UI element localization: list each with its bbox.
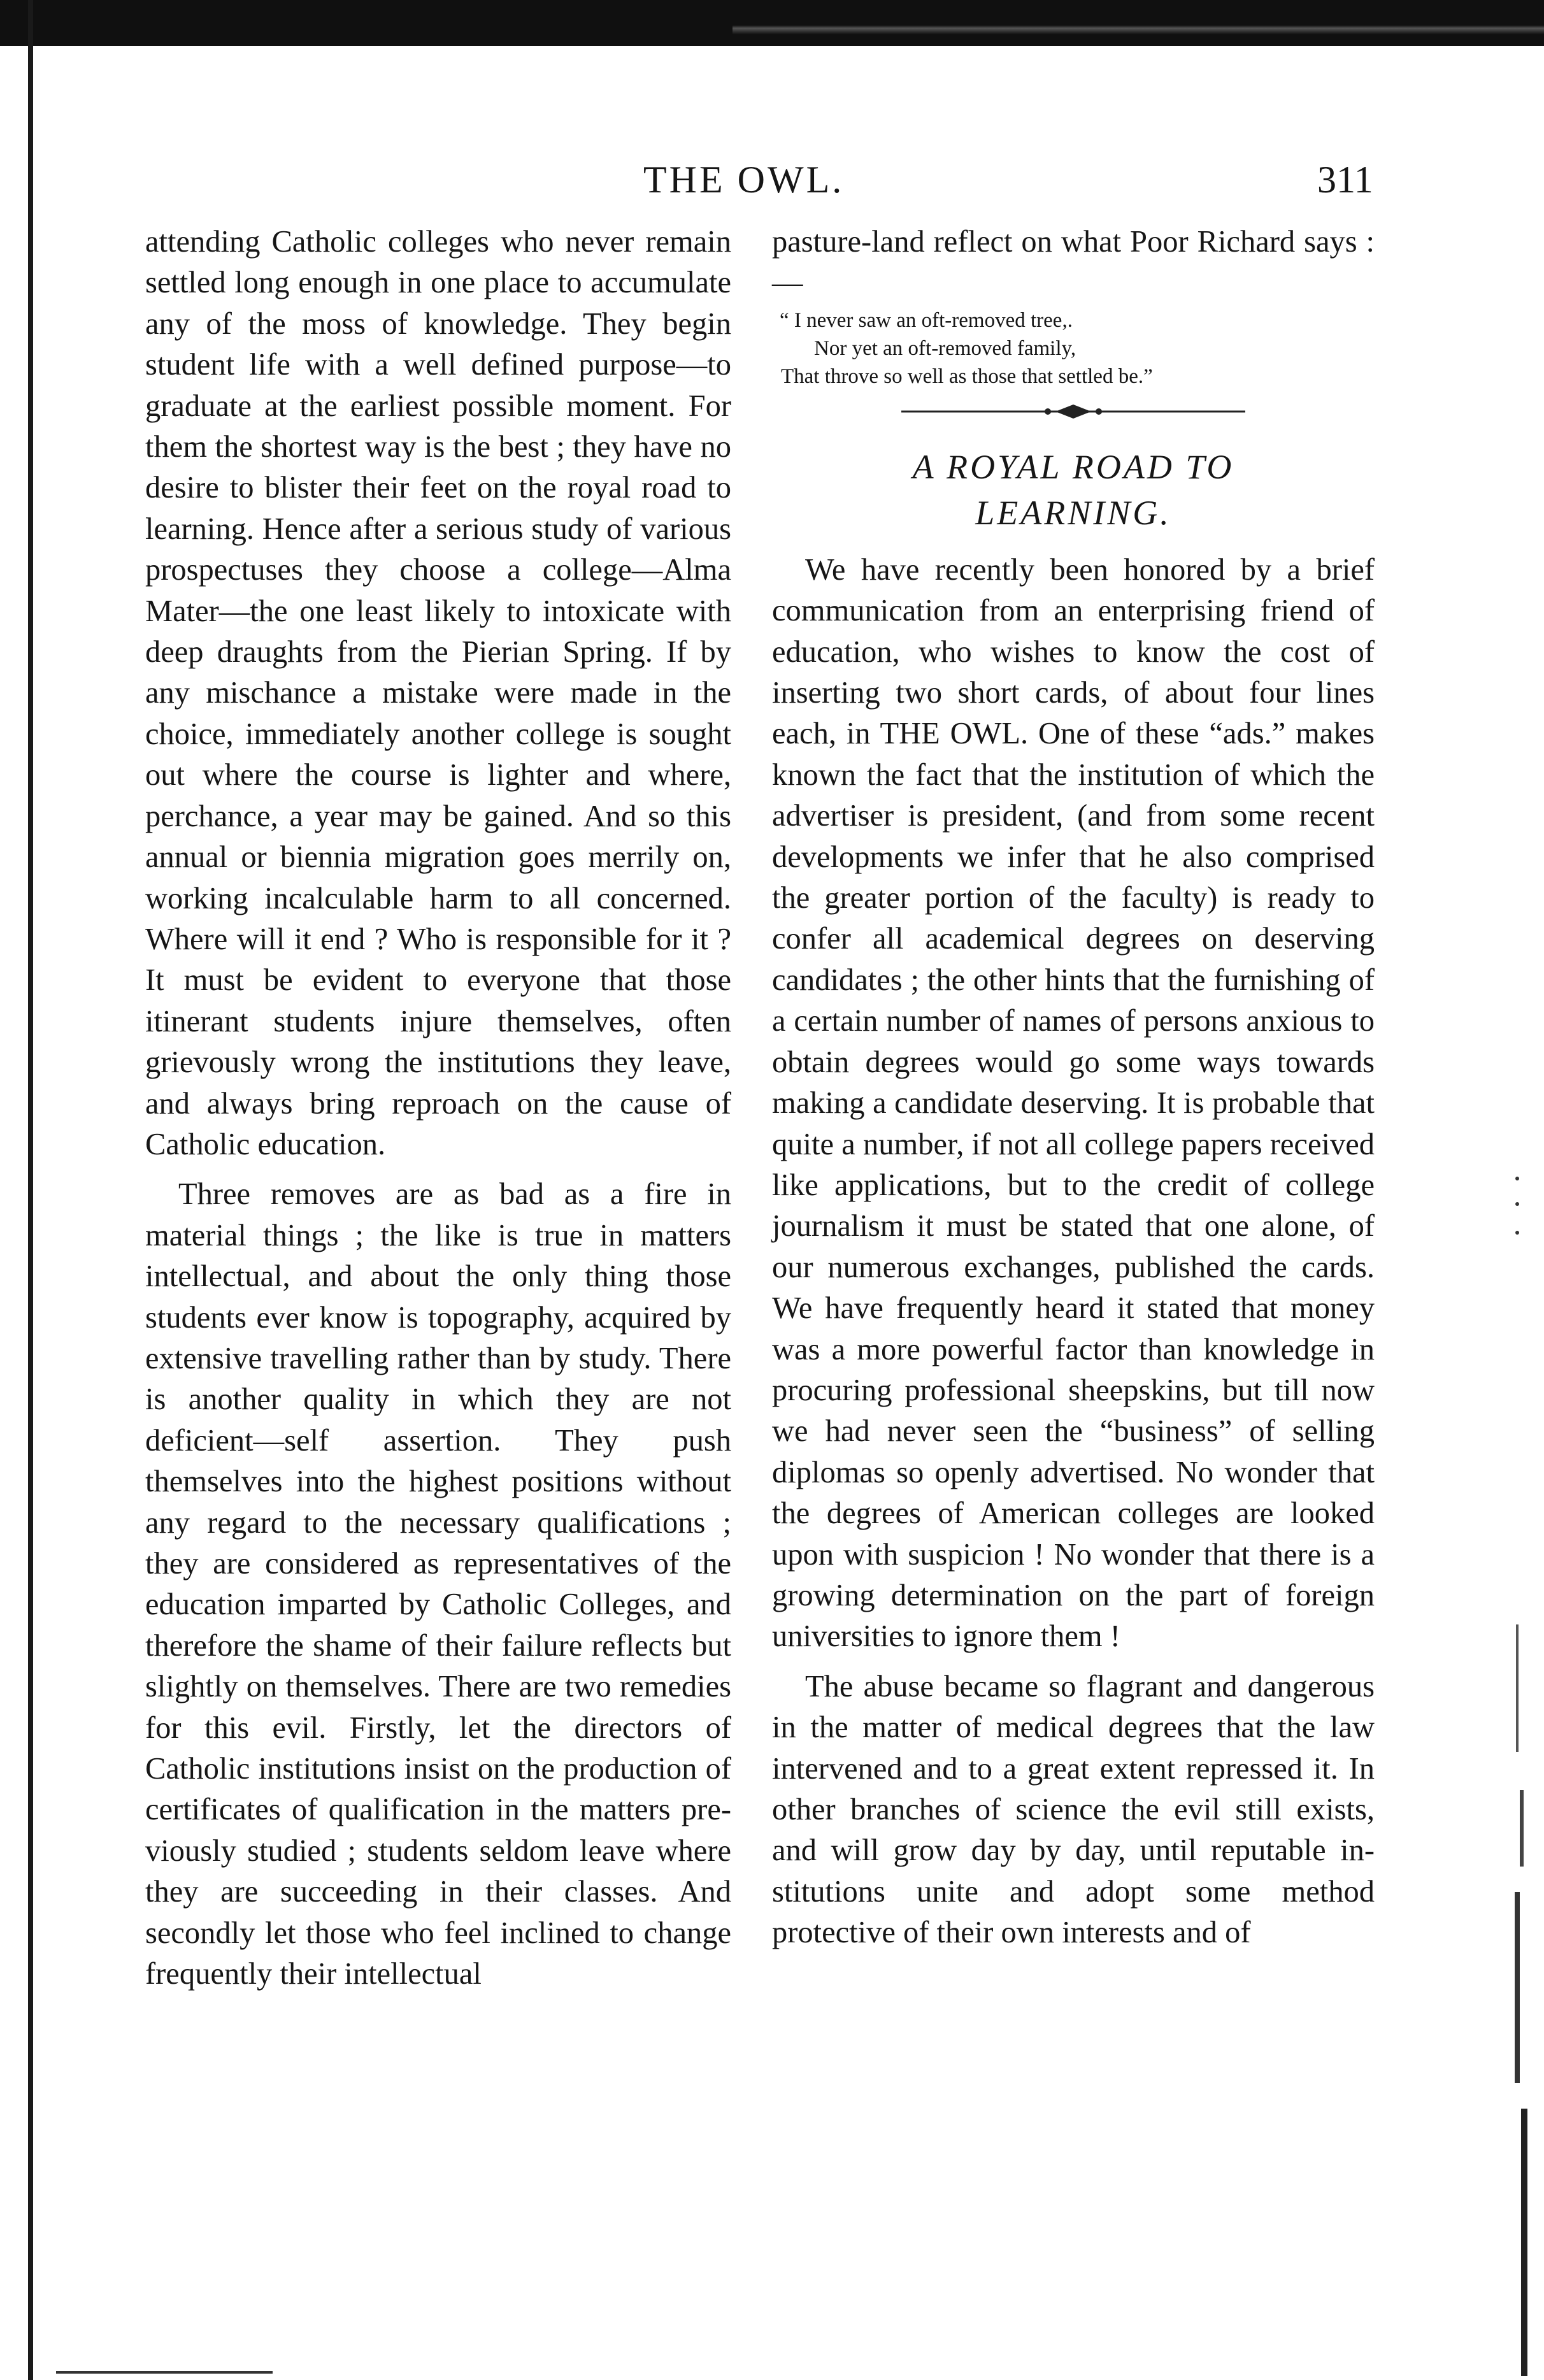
left-paragraph-1: attending Catholic colleges who never remain settled long enough in one place to accumulate any of the moss of knowledge. They begin student life with a well defined purpose—to graduate at the earliest possible moment. For them the shortest way is the best ; they have no desire to blister their feet on the royal road to learning. Hence after a serious study of various prospectuses they choose a college—Alma Mater—the one least likely to intoxicate with deep draughts from the Pierian Spring. If by any mischance a mistake were made in the choice, immediately another college is sought out where the course is lighter and where, perchance, a year may be gained. And so this annual or biennia migration goes merrily on, working incalculable harm to all concerned. Where will it end ? Who is responsible for it ? It must be evident to everyone that those itinerant students injure themselves, often grievously wrong the institutions they leave, and always bring reproach on the cause of Catholic education. [145,225,731,1161]
left-paragraph-2: Three removes are as bad as a fire in material things ; the like is true in matters intellectual, and about the only thing those students ever know is topography, acquired by extensive travelling rather than by study. There is another quality in which they are not deficient—self assertion. They push themselves into the highest positions without any regard to the necessary qualifications ; they are considered as representatives of the education imparted by Catholic Colleges, and therefore the shame of their failure reflects but slightly on themselves. There are two remedies for this evil. Firstly, let the directors of Catholic institutions insist on the production of certificates of qualification in the matters previously studied ; students seldom leave where they are succeeding in their classes. And secondly let those who feel inclined to change frequently their intellectual [145,1177,731,1991]
quote-line-2: Nor yet an oft-removed family, [814,336,1076,360]
poor-richard-quote [772,306,1375,391]
running-title: THE OWL. [643,159,845,201]
quote-line-3: That throve so well as those that settled be.” [781,364,1153,388]
margin-speckle-icon [1511,1172,1524,1249]
right-column [772,222,1375,1954]
section-title-line-2: LEARNING. [975,493,1171,532]
bottom-left-rule [56,2371,273,2374]
section-divider-ornament-icon [901,402,1245,421]
binding-edge-marks-icon [1507,1624,1533,2380]
section-title-line-1: A ROYAL ROAD TO [912,447,1234,486]
page-header [0,158,1544,209]
right-paragraph-1: We have recently been honored by a brief communication from an enterprising friend of education, who wishes to know the cost of inserting two short cards, of about four lines each, in THE OWL. One of these “ads.” makes known the fact that the institution of which the advertiser is president, (and from some recent developments we infer that he also comprised the greater portion of the faculty) is ready to confer all academical degrees on deserving candidates ; the other hints that the furnishing of a certain number of names of persons anxious to obtain degrees would go some ways towards making a candidate deserving. It is probable that quite a number, if not all college papers received like applications, but to the credit of college journalism it must be stated that one alone, of our numerous exchanges, published the cards. We have frequently heard it stated that money was a more powerful factor than knowledge in procuring professional sheepskins, but till now we had never seen the “business” of selling diplomas so openly advertised. No wonder that the degrees of American colleges are looked upon with suspicion ! No wonder that there is a growing determination on the part of foreign universities to ignore them ! [772,552,1375,1654]
page-number: 311 [1317,159,1373,201]
paragraph-gap [772,1658,1375,1667]
section-title [772,444,1375,536]
paragraph-gap [145,1165,731,1174]
left-column [145,222,731,1995]
right-intro: pasture-land reflect on what Poor Richard says :— [772,225,1375,300]
right-paragraph-2: The abuse became so flagrant and dangerous in the matter of medical degrees that the law intervened and to a great extent repressed it. In other branches of science the evil still exists, and will grow day by day, until reputable institutions unite and adopt some method protective of their own interests and of [772,1669,1375,1950]
quote-line-1: “ I never saw an oft-removed tree,. [780,308,1073,332]
left-border-rule [28,0,33,2380]
top-border-texture [733,19,1544,34]
